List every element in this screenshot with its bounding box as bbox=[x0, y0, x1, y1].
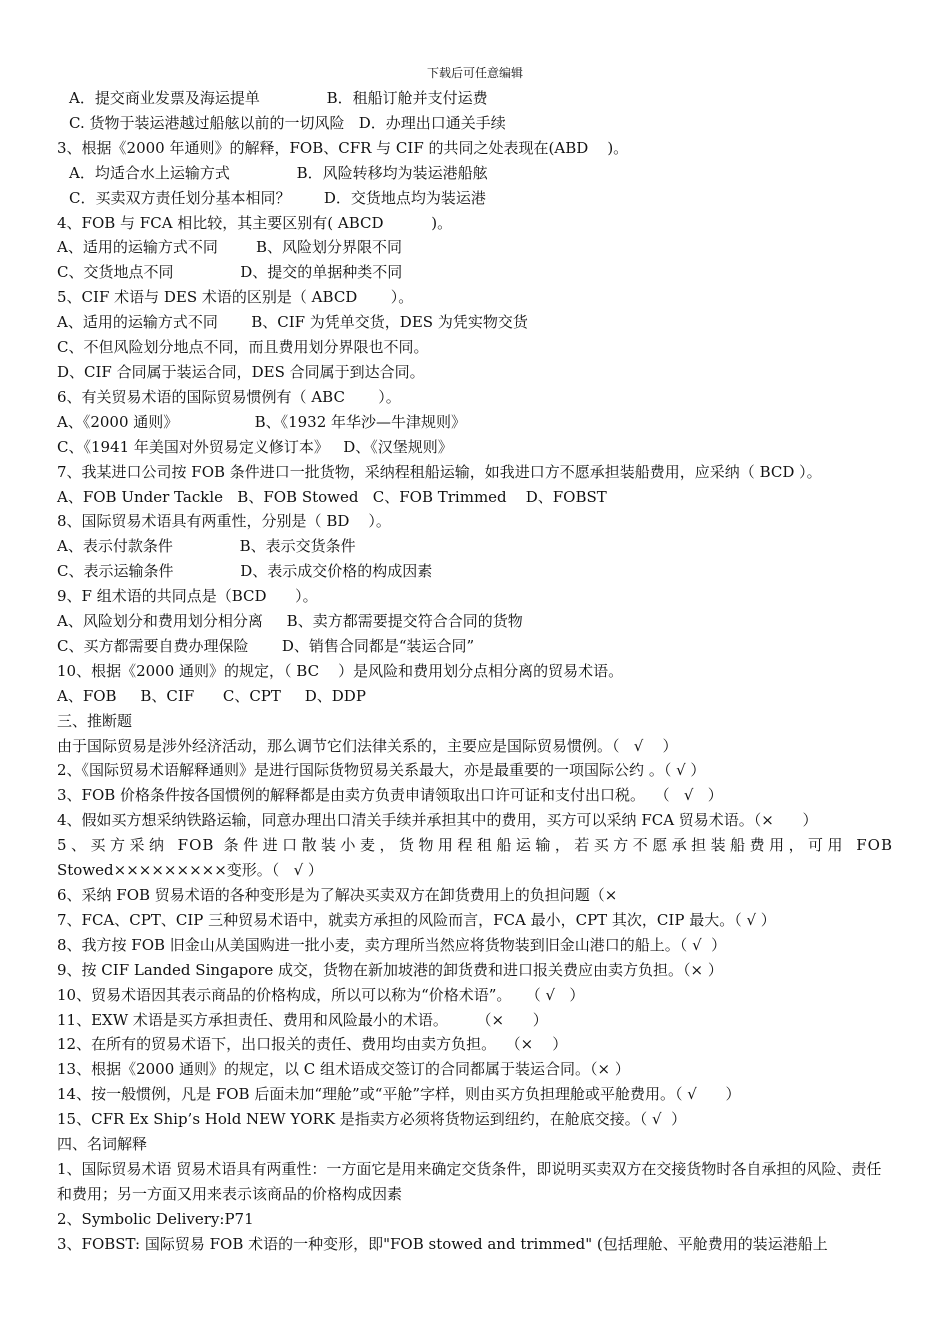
question-line: 4、FOB 与 FCA 相比较，其主要区别有( ABCD )。 bbox=[57, 213, 453, 232]
option-line: A、《2000 通则》 B、《1932 年华沙—牛津规则》 bbox=[57, 412, 467, 431]
section-heading: 三、推断题 bbox=[57, 711, 133, 730]
statement-line: 9、按 CIF Landed Singapore 成交，货物在新加坡港的卸货费和进口报关费应由卖方负担。（× ） bbox=[57, 960, 723, 979]
statement-line: 6、采纳 FOB 贸易术语的各种变形是为了解决买卖双方在卸货费用上的负担问题（× bbox=[57, 886, 618, 904]
definition-line: 3、FOBST: 国际贸易 FOB 术语的一种变形，即"FOB stowed and trimmed" (包括理舱、平舱费用的装运港船上 bbox=[57, 1234, 828, 1253]
statement-line: Stowed×××××××××变形。（ √ ） bbox=[57, 861, 323, 880]
question-line: 5、CIF 术语与 DES 术语的区别是（ ABCD ）。 bbox=[57, 288, 414, 307]
option-line: A、风险划分和费用划分相分离 B、卖方都需要提交符合合同的货物 bbox=[57, 612, 523, 631]
statement-line: 3、FOB 价格条件按各国惯例的解释都是由卖方负责申请领取出口许可证和支付出口税。 （ √ ） bbox=[57, 786, 723, 805]
statement-line: 11、EXW 术语是买方承担责任、费用和风险最小的术语。 （× ） bbox=[57, 1010, 548, 1029]
question-line: 10、根据《2000 通则》的规定，（ BC ）是风险和费用划分点相分离的贸易术语。 bbox=[57, 661, 624, 680]
option-line: C、不但风险划分地点不同，而且费用划分界限也不同。 bbox=[57, 338, 429, 357]
option-line: A．提交商业发票及海运提单 B．租船订舱并支付运费 bbox=[69, 89, 488, 107]
option-line: A、FOB Under Tackle B、FOB Stowed C、FOB Trimmed D、FOBST bbox=[57, 487, 607, 506]
statement-line: 7、FCA、CPT、CIP 三种贸易术语中，就卖方承担的风险而言，FCA 最小，CPT 其次，CIP 最大。（ √ ） bbox=[57, 910, 776, 929]
page-header-note: 下载后可任意编辑 bbox=[426, 66, 523, 80]
section-heading: 四、名词解释 bbox=[57, 1135, 148, 1154]
definition-line: 1、国际贸易术语 贸易术语具有两重性：一方面它是用来确定交货条件，即说明买卖双方在交接货物时各自承担的风险、责任和费用；另一方面又用来表示该商品的价格构成因素 bbox=[57, 1159, 882, 1203]
question-line: 3、根据《2000 年通则》的解释，FOB、CFR 与 CIF 的共同之处表现在(ABD )。 bbox=[57, 138, 629, 157]
document-body bbox=[57, 86, 893, 1257]
statement-line: 15、CFR Ex Ship’s Hold NEW YORK 是指卖方必须将货物运到纽约，在舱底交接。（ √ ） bbox=[57, 1110, 687, 1129]
option-line: C．买卖双方责任划分基本相同？ D．交货地点均为装运港 bbox=[69, 188, 486, 207]
statement-line: 10、贸易术语因其表示商品的价格构成，所以可以称为“价格术语”。 （ √ ） bbox=[57, 985, 585, 1004]
question-line: 9、F 组术语的共同点是（BCD ）。 bbox=[57, 587, 318, 606]
statement-line: 13、根据《2000 通则》的规定，以 C 组术语成交签订的合同都属于装运合同。（× ） bbox=[57, 1060, 630, 1079]
question-line: 8、国际贸易术语具有两重性，分别是（ BD ）。 bbox=[57, 512, 391, 531]
definition-line: 2、Symbolic Delivery:P71 bbox=[57, 1209, 254, 1228]
option-line: A、表示付款条件 B、表示交货条件 bbox=[57, 537, 356, 556]
statement-line: 14、按一般惯例，凡是 FOB 后面未加“理舱”或“平舱”字样，则由买方负担理舱或平舱费用。（ √ ） bbox=[57, 1085, 741, 1104]
option-line: D、CIF 合同属于装运合同，DES 合同属于到达合同。 bbox=[57, 362, 425, 381]
option-line: A、适用的运输方式不同 B、CIF 为凭单交货，DES 为凭实物交货 bbox=[57, 313, 528, 332]
option-line: C、买方都需要自费办理保险 D、销售合同都是“装运合同” bbox=[57, 636, 475, 655]
question-line: 6、有关贸易术语的国际贸易惯例有（ ABC ）。 bbox=[57, 387, 401, 406]
statement-line: 由于国际贸易是涉外经济活动，那么调节它们法律关系的，主要应是国际贸易惯例。（ √ ） bbox=[57, 736, 678, 755]
option-line: C、《1941 年美国对外贸易定义修订本》 D、《汉堡规则》 bbox=[57, 437, 453, 456]
statement-line: 12、在所有的贸易术语下，出口报关的责任、费用均由卖方负担。 （× ） bbox=[57, 1035, 568, 1054]
option-line: A．均适合水上运输方式 B．风险转移均为装运港船舷 bbox=[69, 163, 488, 182]
statement-line: 4、假如买方想采纳铁路运输，同意办理出口清关手续并承担其中的费用，买方可以采纳 FCA 贸易术语。（× ） bbox=[57, 811, 818, 830]
statement-line: 2、《国际贸易术语解释通则》是进行国际货物贸易关系最大，亦是最重要的一项国际公约 。（ √ ） bbox=[57, 761, 706, 780]
option-line: C. 货物于装运港越过船舷以前的一切风险 D．办理出口通关手续 bbox=[69, 113, 506, 132]
statement-line: 8、我方按 FOB 旧金山从美国购进一批小麦，卖方理所当然应将货物装到旧金山港口的船上。（ √ ） bbox=[57, 935, 727, 954]
option-line: A、适用的运输方式不同 B、风险划分界限不同 bbox=[57, 238, 403, 257]
question-line: 7、我某进口公司按 FOB 条件进口一批货物，采纳程租船运输，如我进口方不愿承担装船费用，应采纳（ BCD ）。 bbox=[57, 462, 822, 481]
option-line: C、交货地点不同 D、提交的单据种类不同 bbox=[57, 263, 403, 282]
option-line: A、FOB B、CIF C、CPT D、DDP bbox=[57, 686, 366, 705]
statement-line: 5、买方采纳 FOB 条件进口散装小麦，货物用程租船运输，若买方不愿承担装船费用，可用 FOB bbox=[57, 836, 893, 855]
option-line: C、表示运输条件 D、表示成交价格的构成因素 bbox=[57, 562, 433, 581]
